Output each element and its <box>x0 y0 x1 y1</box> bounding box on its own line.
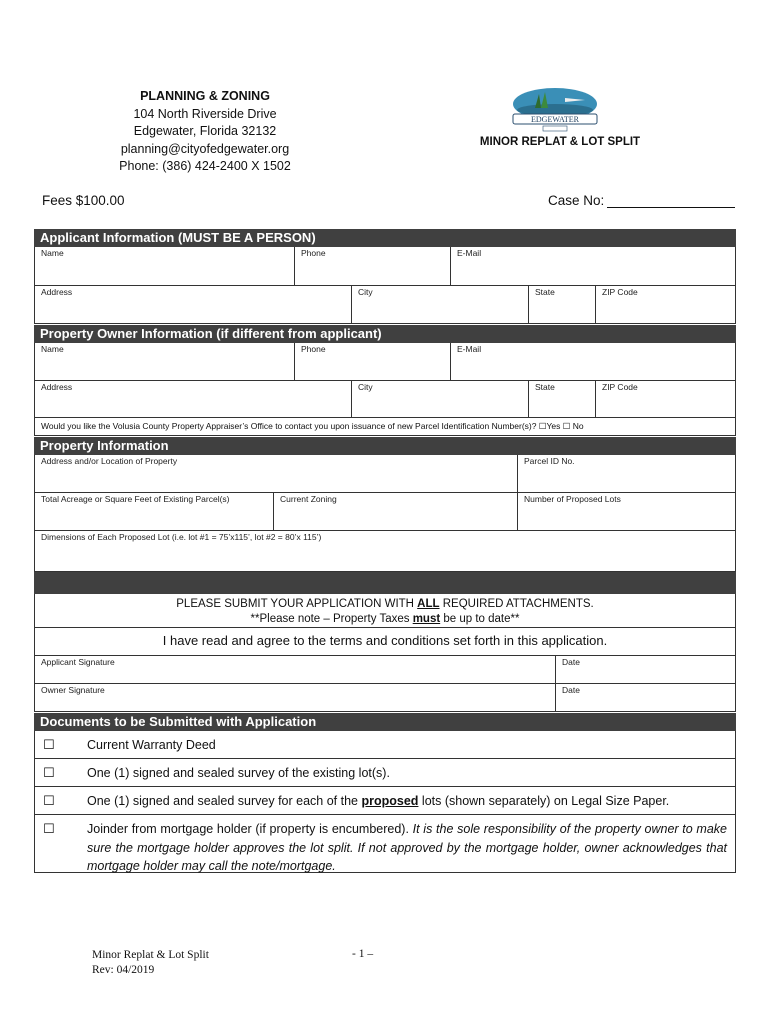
existing-survey-checkbox[interactable]: ☐ <box>43 765 55 780</box>
fees-label: Fees $100.00 <box>42 193 125 208</box>
footer-revision: Rev: 04/2019 <box>92 964 155 976</box>
owner-row-2 <box>35 381 735 418</box>
applicant-row-2 <box>35 286 735 324</box>
department-name: PLANNING & ZONING <box>140 89 270 103</box>
case-number-label: Case No: <box>548 193 605 208</box>
owner-state-field[interactable]: State <box>528 381 595 417</box>
applicant-date-field[interactable]: Date <box>555 656 735 683</box>
owner-signature-field[interactable]: Owner Signature <box>41 685 105 695</box>
case-number-field[interactable] <box>548 193 735 208</box>
documents-list <box>34 731 736 873</box>
document-item-existing-survey: ☐ One (1) signed and sealed survey of the existing lot(s). <box>35 759 735 787</box>
city-logo-icon <box>505 86 605 134</box>
applicant-phone-field[interactable]: Phone <box>294 247 450 285</box>
office-phone: Phone: (386) 424-2400 X 1502 <box>119 159 291 173</box>
property-table <box>34 455 736 572</box>
applicant-city-field[interactable]: City <box>351 286 528 323</box>
parcel-contact-question-text: Would you like the Volusia County Property Appraiser’s Office to contact you upon issuance of new Parcel Identification Number(s)? <box>41 421 537 431</box>
owner-name-field[interactable]: Name <box>41 344 64 354</box>
submission-notice <box>34 594 736 628</box>
warranty-deed-checkbox[interactable]: ☐ <box>43 737 55 752</box>
owner-row-1 <box>35 343 735 381</box>
documents-section-header: Documents to be Submitted with Application <box>34 713 736 731</box>
applicant-table <box>34 247 736 324</box>
applicant-signature-field[interactable]: Applicant Signature <box>41 657 115 667</box>
lot-dimensions-field[interactable]: Dimensions of Each Proposed Lot (i.e. lot #1 = 75’x115’, lot #2 = 80’x 115’) <box>41 532 322 542</box>
owner-table <box>34 343 736 436</box>
property-row-1 <box>35 455 735 493</box>
owner-phone-field[interactable]: Phone <box>294 343 450 380</box>
city-address: Edgewater, Florida 32132 <box>133 124 277 138</box>
property-location-field[interactable]: Address and/or Location of Property <box>41 456 178 466</box>
separator-bar <box>34 572 736 594</box>
notice-line-1: PLEASE SUBMIT YOUR APPLICATION WITH ALL REQUIRED ATTACHMENTS. <box>176 598 594 610</box>
property-row-2 <box>35 493 735 531</box>
applicant-section-header: Applicant Information (MUST BE A PERSON) <box>34 229 736 247</box>
document-item-warranty-deed: ☐ Current Warranty Deed <box>35 731 735 759</box>
owner-section-header: Property Owner Information (if different from applicant) <box>34 325 736 343</box>
document-item-proposed-survey: ☐ One (1) signed and sealed survey for each of the proposed lots (shown separately) on Legal Size Paper. <box>35 787 735 815</box>
property-row-3 <box>35 531 735 572</box>
acreage-field[interactable]: Total Acreage or Square Feet of Existing Parcel(s) <box>41 494 230 504</box>
notice-line-2: **Please note – Property Taxes must be up to date** <box>250 613 520 625</box>
proposed-survey-checkbox[interactable]: ☐ <box>43 793 55 808</box>
document-item-mortgage-joinder: ☐ Joinder from mortgage holder (if property is encumbered). It is the sole responsibility of the property owner to make sure the mortgage holder approves the lot split. If not approved by the mortgage holder, owner acknowledges that mortgage holder may call the note/mortgage. <box>35 815 735 873</box>
footer-form-name: Minor Replat & Lot Split <box>92 949 209 961</box>
applicant-signature-row <box>35 656 735 684</box>
applicant-name-field[interactable]: Name <box>41 248 64 258</box>
applicant-address-field[interactable]: Address <box>41 287 73 297</box>
parcel-contact-no-checkbox[interactable]: ☐ No <box>562 421 584 431</box>
owner-email-field[interactable]: E-Mail <box>450 343 735 380</box>
office-address-block <box>100 88 310 176</box>
agreement-statement: I have read and agree to the terms and conditions set forth in this application. <box>34 628 736 656</box>
owner-signature-row <box>35 684 735 712</box>
applicant-email-field[interactable]: E-Mail <box>450 247 735 285</box>
proposed-lots-field[interactable]: Number of Proposed Lots <box>517 493 735 530</box>
page-number: - 1 – <box>352 948 374 960</box>
owner-date-field[interactable]: Date <box>555 684 735 711</box>
form-title: MINOR REPLAT & LOT SPLIT <box>479 136 641 148</box>
property-section-header: Property Information <box>34 437 736 455</box>
applicant-zip-field[interactable]: ZIP Code <box>595 286 735 323</box>
applicant-row-1 <box>35 247 735 286</box>
signature-table <box>34 656 736 712</box>
owner-zip-field[interactable]: ZIP Code <box>595 381 735 417</box>
parcel-contact-yes-checkbox[interactable]: ☐Yes <box>538 421 561 431</box>
street-address: 104 North Riverside Drive <box>133 106 277 121</box>
case-number-line[interactable] <box>607 194 735 208</box>
current-zoning-field[interactable]: Current Zoning <box>273 493 517 530</box>
svg-text:EDGEWATER: EDGEWATER <box>531 115 579 124</box>
mortgage-joinder-checkbox[interactable]: ☐ <box>43 821 55 836</box>
owner-city-field[interactable]: City <box>351 381 528 417</box>
applicant-state-field[interactable]: State <box>528 286 595 323</box>
parcel-contact-question <box>35 418 735 436</box>
office-email: planning@cityofedgewater.org <box>120 141 290 156</box>
footer-form-info <box>92 948 209 978</box>
owner-address-field[interactable]: Address <box>41 382 73 392</box>
parcel-id-field[interactable]: Parcel ID No. <box>517 455 735 492</box>
